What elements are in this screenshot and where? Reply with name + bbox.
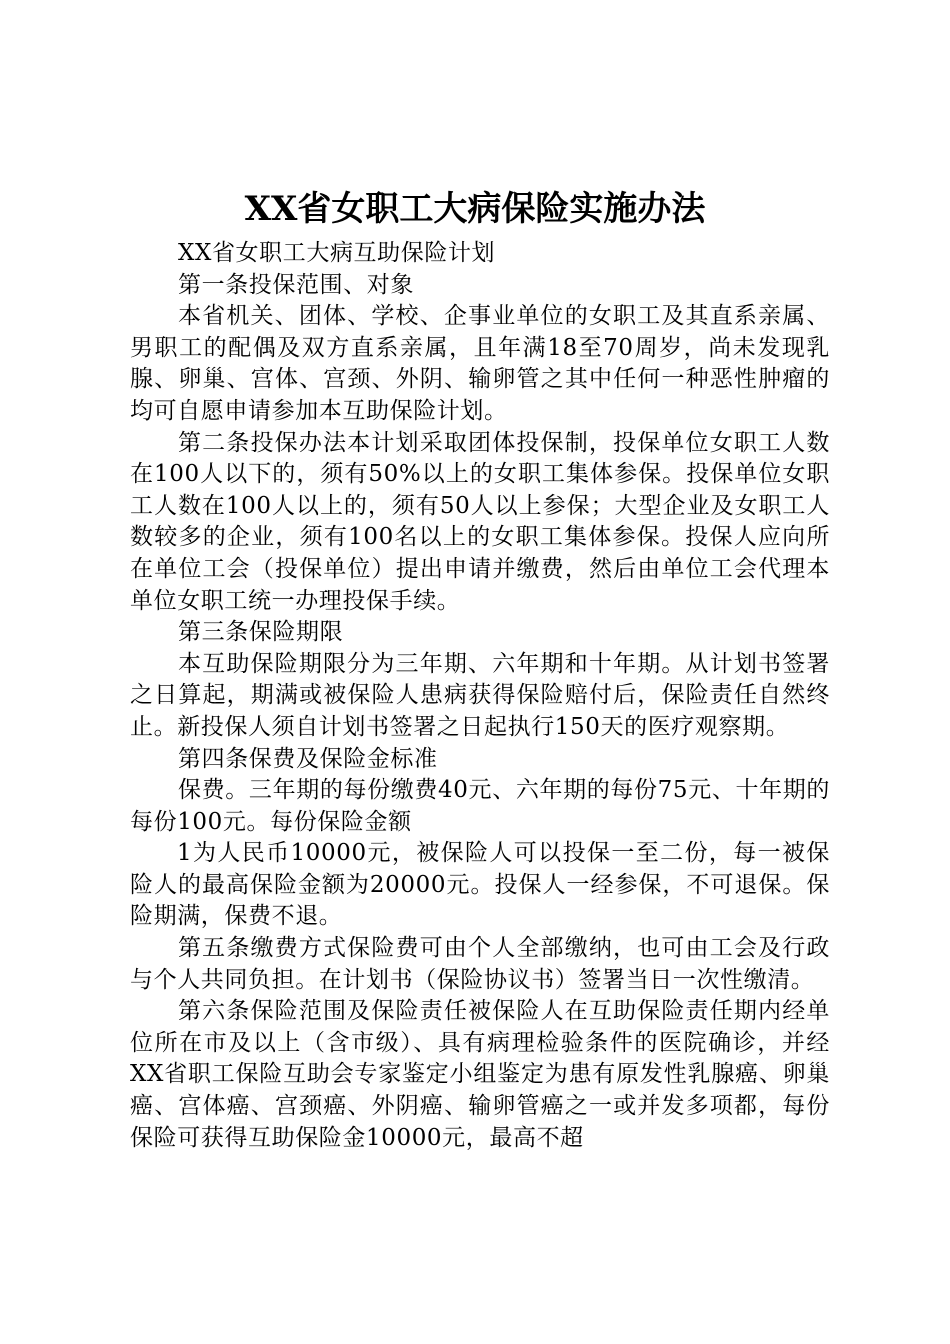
paragraph-article-4-amount: 1为人民币10000元，被保险人可以投保一至二份，每一被保险人的最高保险金额为20000元。投保人一经参保，不可退保。保险期满，保费不退。 xyxy=(130,840,830,930)
document-title: XX省女职工大病保险实施办法 xyxy=(244,189,706,229)
paragraph-article-4-premium: 保费。三年期的每份缴费40元、六年期的每份75元、十年期的每份100元。每份保险金额 xyxy=(130,777,830,835)
paragraph-article-3-body: 本互助保险期限分为三年期、六年期和十年期。从计划书签署之日算起，期满或被保险人患病获得保险赔付后，保险责任自然终止。新投保人须自计划书签署之日起执行150天的医疗观察期。 xyxy=(130,650,830,740)
document-body xyxy=(130,238,830,1154)
paragraph-article-6: 第六条保险范围及保险责任被保险人在互助保险责任期内经单位所在市及以上（含市级）、具有病理检验条件的医院确诊，并经XX省职工保险互助会专家鉴定小组鉴定为患有原发性乳腺癌、卵巢癌、宫体癌、宫颈癌、外阴癌、输卵管癌之一或并发多项都，每份保险可获得互助保险金10000元，最高不超 xyxy=(130,998,830,1151)
paragraph-article-2: 第二条投保办法本计划采取团体投保制，投保单位女职工人数在100人以下的，须有50%以上的女职工集体参保。投保单位女职工人数在100人以上的，须有50人以上参保；大型企业及女职工人数较多的企业，须有100名以上的女职工集体参保。投保人应向所在单位工会（投保单位）提出申请并缴费，然后由单位工会代理本单位女职工统一办理投保手续。 xyxy=(130,429,830,614)
paragraph-article-3-heading: 第三条保险期限 xyxy=(178,619,344,646)
paragraph-article-1-heading: 第一条投保范围、对象 xyxy=(178,271,414,298)
paragraph-article-5: 第五条缴费方式保险费可由个人全部缴纳，也可由工会及行政与个人共同负担。在计划书（保险协议书）签署当日一次性缴清。 xyxy=(130,935,830,993)
paragraph-article-4-heading: 第四条保费及保险金标准 xyxy=(178,745,438,772)
paragraph-article-1-body: 本省机关、团体、学校、企事业单位的女职工及其直系亲属、男职工的配偶及双方直系亲属，且年满18至70周岁，尚未发现乳腺、卵巢、宫体、宫颈、外阴、输卵管之其中任何一种恶性肿瘤的均可自愿申请参加本互助保险计划。 xyxy=(130,303,830,424)
paragraph-plan-name: XX省女职工大病互助保险计划 xyxy=(178,240,496,266)
